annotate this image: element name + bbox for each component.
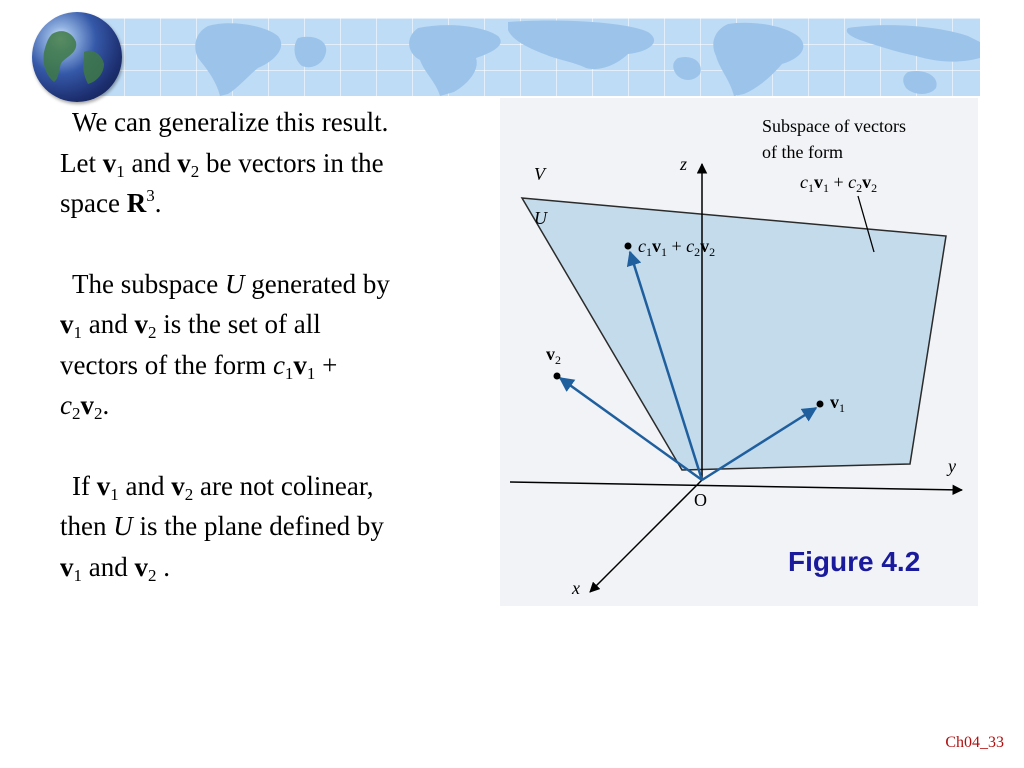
globe-icon [32, 12, 122, 102]
subspace-label-line2: of the form [762, 142, 843, 162]
z-axis-label: z [680, 154, 688, 174]
label-u: U [534, 208, 547, 228]
x-axis [590, 480, 702, 592]
y-axis-label: y [948, 456, 956, 476]
origin-label: O [694, 490, 707, 510]
figure-caption: Figure 4.2 [788, 546, 921, 577]
slide-number: Ch04_33 [945, 734, 1004, 751]
paragraph-colinear: If $v_1$ and $v_2$ are not colinear, then U is the plane defined by $v_1$ and $v_2$ . [60, 470, 384, 585]
plane-u [522, 198, 946, 470]
paragraph-generalize: We can generalize this result. Let $v_1$ and $v_2$ be vectors in the space $R^3$. [60, 107, 389, 218]
point-v2-label: $v_2$ [546, 344, 561, 367]
slide-body-text [60, 102, 480, 627]
subspace-label-line1: Subspace of vectors [762, 116, 906, 136]
x-axis-label: x [572, 578, 580, 598]
world-map-banner [88, 18, 980, 96]
world-map-icon [88, 18, 980, 96]
point-sum-label: $c_1v_1 + c_2v_2$ [638, 236, 716, 259]
point-v1 [817, 401, 824, 408]
point-sum [625, 243, 632, 250]
subspace-label-formula: $c_1v_1 + c_2v_2$ [800, 172, 878, 195]
y-axis [510, 482, 962, 490]
point-v2 [554, 373, 561, 380]
paragraph-subspace: The subspace U generated by $v_1$ and $v_2$ is the set of all vectors of the form $c_1v_1$ + $c_2v_2$. [60, 268, 390, 423]
figure-subspace-plane [500, 98, 978, 606]
point-v1-label: $v_1$ [830, 392, 845, 415]
label-v: V [534, 164, 545, 184]
